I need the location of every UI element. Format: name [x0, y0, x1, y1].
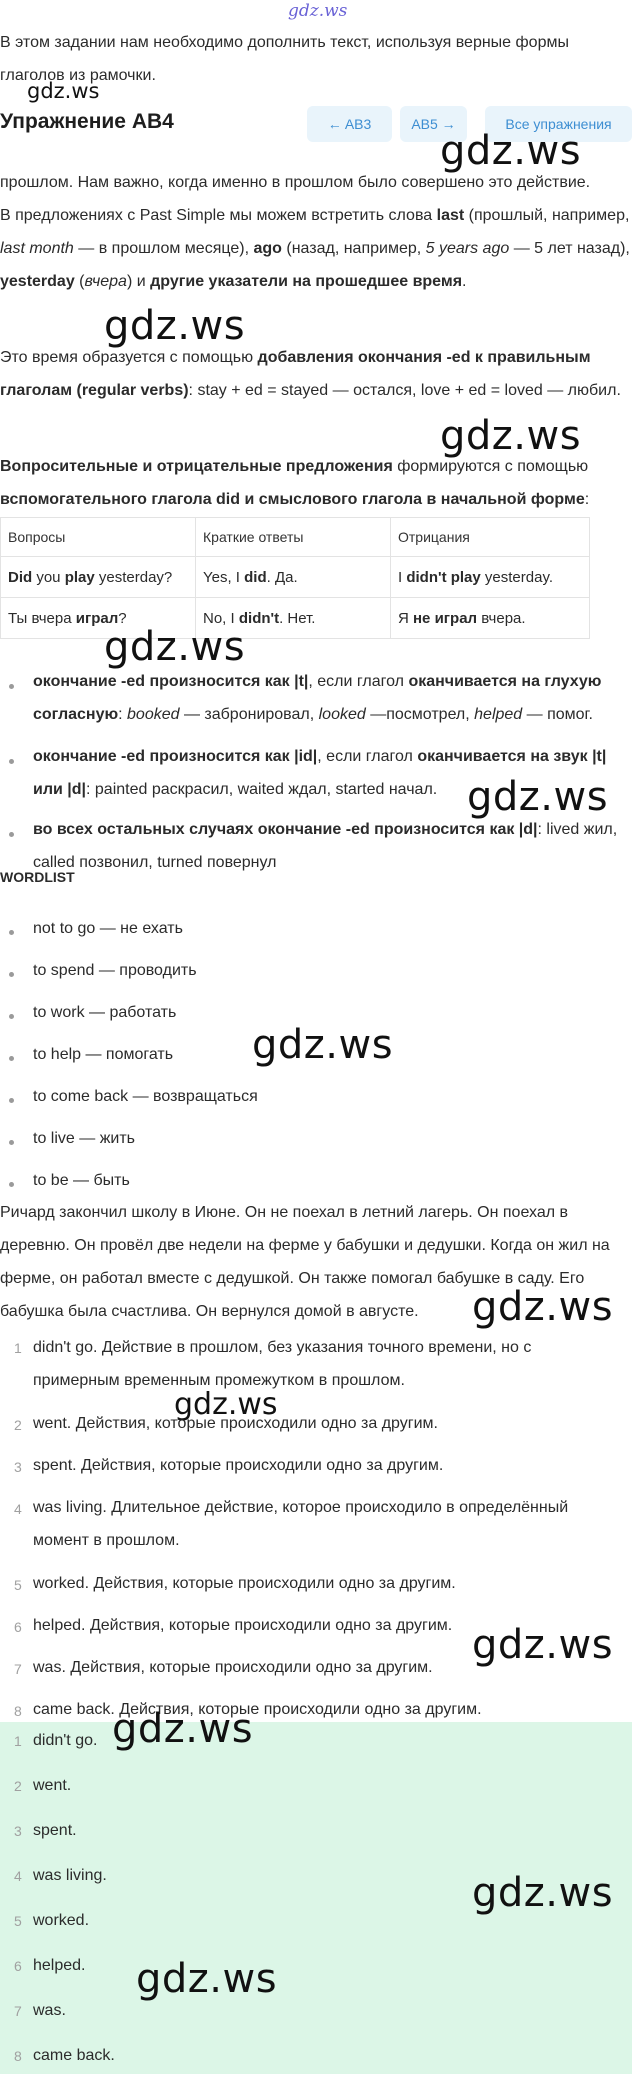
- item-number: 7: [14, 1661, 22, 1677]
- clipped-bullet-area: [0, 810, 632, 871]
- theory-p4: Вопросительные и отрицательные предложения формируются с помощью вспомогательного глагола did и смыслового глагола в начальной форме:: [0, 458, 590, 508]
- watermark: gdz.ws: [467, 774, 609, 820]
- item-number: 2: [14, 1778, 22, 1794]
- watermark: gdz.ws: [112, 1706, 254, 1752]
- watermark: gdz.ws: [104, 624, 246, 670]
- answer-item: spent.: [33, 1822, 77, 1839]
- answer-item: came back.: [33, 2047, 115, 2064]
- bullet-dot: [9, 930, 14, 935]
- bullet-dot: [9, 1056, 14, 1061]
- bullet-dot: [9, 1014, 14, 1019]
- theory-p1: прошлом. Нам важно, когда именно в прошлом было совершено это действие.: [0, 174, 591, 191]
- wordlist-item: to come back — возвращаться: [33, 1088, 258, 1105]
- theory-p3: Это время образуется с помощью добавления окончания -ed к правильным глаголам (regular verbs): stay + ed = stayed — остался, love + ed = loved — любил.: [0, 349, 621, 399]
- wordlist-item: to live — жить: [33, 1130, 135, 1147]
- theory-p2: В предложениях с Past Simple мы можем встретить слова last (прошлый, например, last month — в прошлом месяце), ago (назад, например, 5 years ago — 5 лет назад), yesterday (вчера) и другие указатели на прошедшее время.: [0, 207, 630, 290]
- rule-item: окончание -ed произносится как |id|, если глагол оканчивается на звук |t| или |d|: painted раскрасил, waited ждал, started начал.: [33, 748, 607, 798]
- table-cell: Ты вчера играл?: [1, 598, 196, 639]
- table-row: [1, 557, 590, 598]
- item-number: 5: [14, 1913, 22, 1929]
- bullet-dot: [9, 1098, 14, 1103]
- table-cell: Yes, I did. Да.: [196, 557, 391, 598]
- bullet-dot: [9, 972, 14, 977]
- grammar-table: [0, 517, 590, 639]
- watermark: gdz.ws: [174, 1387, 278, 1422]
- item-number: 6: [14, 1958, 22, 1974]
- answer-item: helped.: [33, 1957, 86, 1974]
- table-cell: Did you play yesterday?: [1, 557, 196, 598]
- item-number: 8: [14, 2048, 22, 2064]
- table-header: Краткие ответы: [196, 518, 391, 557]
- item-number: 3: [14, 1823, 22, 1839]
- table-header: Отрицания: [391, 518, 590, 557]
- answer-item: didn't go.: [33, 1732, 98, 1749]
- explanation-item: didn't go. Действие в прошлом, без указания точного времени, но с примерным временным промежутком в прошлом.: [33, 1339, 532, 1389]
- all-exercises-button[interactable]: Все упражнения: [485, 106, 632, 142]
- watermark: gdz.ws: [472, 1870, 614, 1916]
- explanation-item: spent. Действия, которые происходили одно за другим.: [33, 1457, 444, 1474]
- bullet-dot: [9, 1140, 14, 1145]
- table-row: [1, 598, 590, 639]
- watermark: gdz.ws: [27, 79, 100, 103]
- bullet-dot: [9, 832, 14, 837]
- answer-item: went.: [33, 1777, 72, 1794]
- item-number: 1: [14, 1340, 22, 1356]
- item-number: 7: [14, 2003, 22, 2019]
- answer-item: was.: [33, 2002, 66, 2019]
- watermark: gdz.ws: [136, 1956, 278, 2002]
- wordlist-item: to be — быть: [33, 1172, 130, 1189]
- table-cell: No, I didn't. Нет.: [196, 598, 391, 639]
- watermark: gdz.ws: [472, 1622, 614, 1668]
- wordlist-title: WORDLIST: [0, 869, 75, 885]
- item-number: 4: [14, 1501, 22, 1517]
- prev-exercise-button[interactable]: ← AB3: [307, 106, 392, 142]
- answer-item: worked.: [33, 1912, 90, 1929]
- watermark: gdz.ws: [104, 303, 246, 349]
- explanation-item: went. Действия, которые происходили одно за другим.: [33, 1415, 438, 1432]
- watermark: gdz.ws: [440, 413, 582, 459]
- item-number: 6: [14, 1619, 22, 1635]
- item-number: 2: [14, 1417, 22, 1433]
- top-watermark: gdz.ws: [288, 1, 348, 21]
- bullet-dot: [9, 759, 14, 764]
- next-exercise-button[interactable]: AB5 →: [400, 106, 467, 142]
- story-text: Ричард закончил школу в Июне. Он не поехал в летний лагерь. Он поехал в деревню. Он провёл две недели на ферме у бабушки и дедушки. Когда он жил на ферме, он работал вместе с дедушкой. Он также помогал бабушке в саду. Его бабушка была счастлива. Он вернулся домой в августе.: [0, 1204, 610, 1320]
- item-number: 1: [14, 1733, 22, 1749]
- item-number: 8: [14, 1703, 22, 1719]
- table-header: Вопросы: [1, 518, 196, 557]
- watermark: gdz.ws: [472, 1284, 614, 1330]
- watermark: gdz.ws: [252, 1022, 394, 1068]
- explanation-item: was living. Длительное действие, которое происходило в определённый момент в прошлом.: [33, 1499, 569, 1549]
- item-number: 5: [14, 1577, 22, 1593]
- item-number: 4: [14, 1868, 22, 1884]
- wordlist-item: to spend — проводить: [33, 962, 197, 979]
- rule-item: во всех остальных случаях окончание -ed произносится как |d|: lived жил, called позвонил, turned повернул: [33, 821, 618, 871]
- wordlist-item: to help — помогать: [33, 1046, 174, 1063]
- bullet-dot: [9, 684, 14, 689]
- explanation-item: worked. Действия, которые происходили одно за другим.: [33, 1575, 456, 1592]
- answer-item: was living.: [33, 1867, 107, 1884]
- explanation-item: was. Действия, которые происходили одно за другим.: [33, 1659, 433, 1676]
- watermark: gdz.ws: [440, 128, 582, 174]
- rule-item: окончание -ed произносится как |t|, если глагол оканчивается на глухую согласную: booked — забронировал, looked —посмотрел, helped — помог.: [33, 673, 602, 723]
- explanation-item: came back. Действия, которые происходили одно за другим.: [33, 1701, 482, 1718]
- exercise-title: Упражнение AB4: [0, 110, 174, 133]
- item-number: 3: [14, 1459, 22, 1475]
- table-cell: I didn't play yesterday.: [391, 557, 590, 598]
- intro-text: В этом задании нам необходимо дополнить текст, используя верные формы глаголов из рамочки.: [0, 34, 569, 84]
- bullet-dot: [9, 1182, 14, 1187]
- table-cell: Я не играл вчера.: [391, 598, 590, 639]
- wordlist-item: to work — работать: [33, 1004, 177, 1021]
- wordlist-item: not to go — не ехать: [33, 920, 183, 937]
- explanation-item: helped. Действия, которые происходили одно за другим.: [33, 1617, 453, 1634]
